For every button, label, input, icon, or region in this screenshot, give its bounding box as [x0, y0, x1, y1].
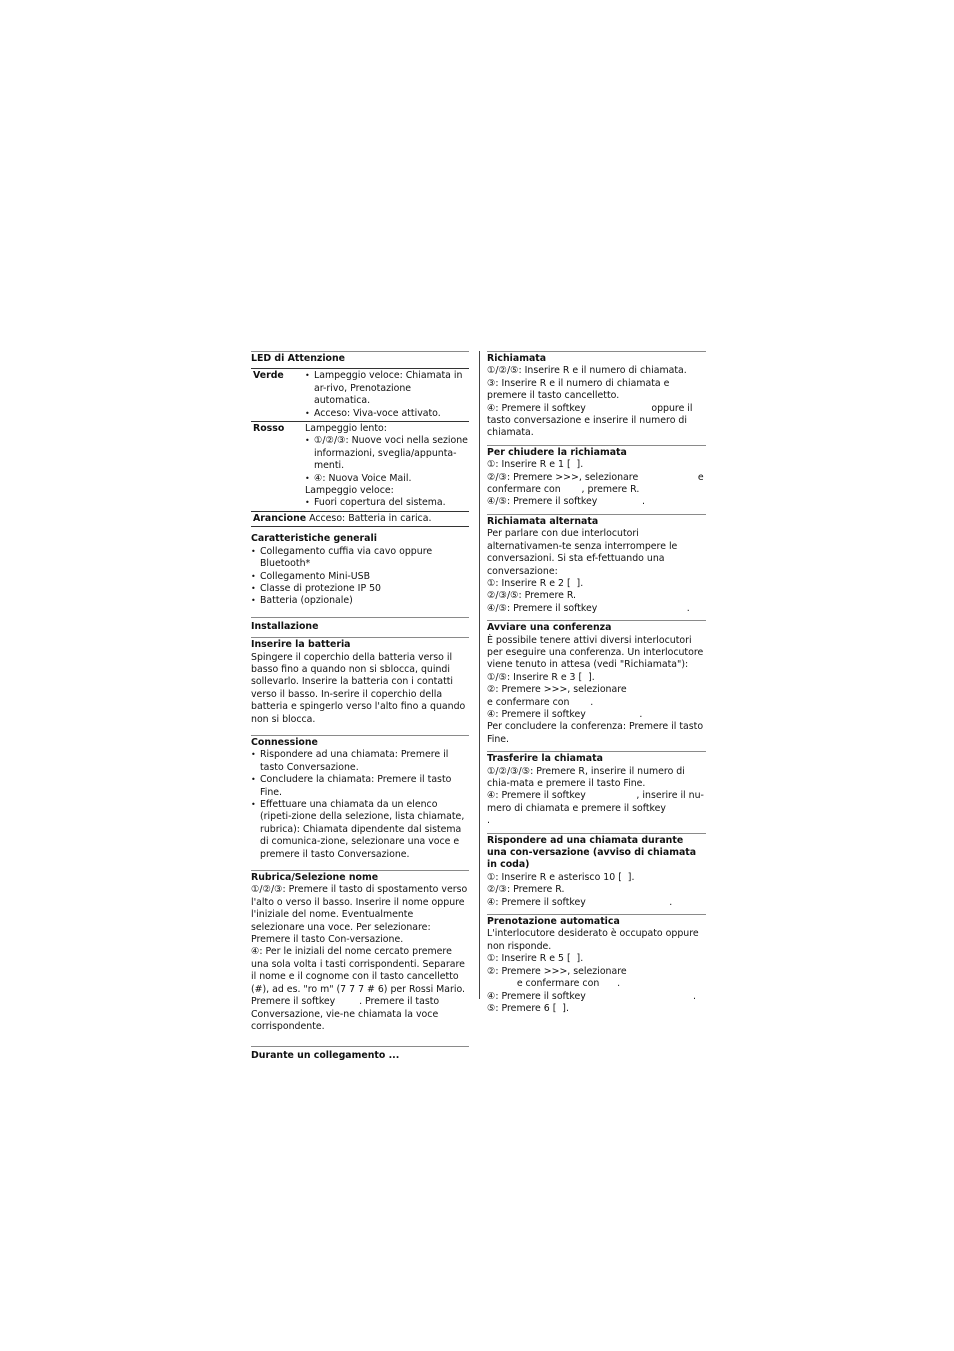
section-line: ⑤: Premere 6 [ ]. — [487, 1002, 569, 1014]
section-line: ①: Inserire R e 2 [ ]. — [487, 577, 584, 589]
section-line: È possibile tenere attivi diversi interlocutori per eseguire una conferenza. Un interlocutore viene tenuto in attesa (vedi "Richiamata"): — [487, 634, 704, 671]
durante-section — [251, 1046, 469, 1062]
section-title: Per chiudere la richiamata — [487, 446, 627, 458]
led-line: Lampeggio lento: — [305, 423, 387, 435]
section-line: ④: Premere il softkey oppure il tasto conversazione e inserire il numero di chiamata. — [487, 402, 696, 439]
rubrica-text: ④: Per le iniziali del nome cercato premere una sola volta i tasti corrispondenti. Separare il nome e il cognome con il tasto cancelletto (#), ad es. "ro m" (7 7 7 # 6) per Rossi Mario. Premere il softkey . Premere il tasto Conversazione, vie-ne chiamata la voce corrispondente. — [251, 946, 469, 1032]
batteria-section — [251, 637, 469, 726]
section-title: Richiamata alternata — [487, 515, 599, 527]
batteria-title: Inserire la batteria — [251, 639, 351, 651]
section-line: e confermare con . — [487, 978, 621, 990]
led-line: • Lampeggio veloce: Chiamata in ar-rivo, Prenotazione automatica. — [305, 370, 469, 407]
section-title: Richiamata — [487, 353, 547, 364]
section-line: L'interlocutore desiderato è occupato oppure non risponde. — [487, 928, 699, 952]
section-line: Per parlare con due interlocutori alternativamen-te senza interrompere le conversazioni. Si sta ef-fettuando una conversazione: — [487, 528, 678, 577]
led-line: • Fuori copertura del sistema. — [305, 497, 469, 509]
left-column — [251, 351, 469, 1063]
prenotazione-section — [487, 914, 706, 1015]
led-row-rosso — [251, 422, 469, 512]
led-row-arancione — [251, 511, 469, 526]
list-item: • Rispondere ad una chiamata: Premere il tasto Conversazione. — [251, 749, 469, 774]
richiamata-alternata-section — [487, 514, 706, 615]
rubrica-title: Rubrica/Selezione nome — [251, 872, 379, 884]
section-line: ②: Premere >>>, selezionare e confermare con . — [487, 684, 702, 708]
section-line: ④/⑤: Premere il softkey . — [487, 602, 690, 614]
caratteristiche-title: Caratteristiche generali — [251, 533, 377, 545]
list-item: • Classe di protezione IP 50 — [251, 583, 469, 595]
section-line: ②: Premere >>>, selezionare — [487, 965, 627, 977]
led-line: Acceso: Batteria in carica. — [309, 512, 432, 524]
installazione-section — [251, 617, 469, 633]
section-line: ②/③: Premere R. — [487, 884, 565, 896]
right-column — [487, 351, 706, 1015]
list-item: • Concludere la chiamata: Premere il tasto Fine. — [251, 774, 469, 799]
led-key: Rosso — [253, 423, 285, 435]
section-line: ④: Premere il softkey . — [487, 990, 697, 1002]
section-line: ②/③/⑤: Premere R. — [487, 590, 577, 602]
section-line: ①: Inserire R e 5 [ ]. — [487, 953, 584, 965]
led-line: • ④: Nuova Voice Mail. — [305, 473, 469, 485]
led-line: Lampeggio veloce: — [305, 485, 394, 497]
section-line: ①/②/③/⑤: Premere R, inserire il numero di chia-mata e premere il tasto Fine. — [487, 765, 685, 789]
richiamata-section — [487, 351, 706, 440]
list-item: • Collegamento Mini-USB — [251, 571, 469, 583]
section-line: ④: Premere il softkey . — [487, 708, 643, 720]
durante-title: Durante un collegamento ... — [251, 1050, 400, 1062]
batteria-text: Spingere il coperchio della batteria verso il basso fino a quando non si sblocca, quindi sollevarlo. Inserire la batteria con i contatti verso il basso. In-serire il coperchio della batteria e spingerlo verso l'alto fino a quando non si blocca. — [251, 651, 466, 725]
led-section — [251, 351, 469, 527]
avviso-chiamata-section — [487, 833, 706, 909]
led-title: LED di Attenzione — [251, 353, 346, 364]
section-line: ④: Premere il softkey , inserire il nu-mero di chiamata e premere il softkey . — [487, 790, 705, 827]
led-table — [251, 368, 469, 527]
section-line: ①: Inserire R e asterisco 10 [ ]. — [487, 871, 635, 883]
installazione-title: Installazione — [251, 620, 319, 632]
section-title: Trasferire la chiamata — [487, 753, 603, 765]
rubrica-section — [251, 870, 469, 1033]
list-item: • Batteria (opzionale) — [251, 595, 469, 607]
chiudere-richiamata-section — [487, 445, 706, 509]
conferenza-section — [487, 620, 706, 746]
led-key: Arancione — [253, 512, 307, 524]
section-line: ①: Inserire R e 1 [ ]. — [487, 459, 584, 471]
section-title: Rispondere ad una chiamata durante una con-versazione (avviso di chiamata in coda) — [487, 834, 697, 871]
led-line: • Acceso: Viva-voce attivato. — [305, 408, 469, 420]
caratteristiche-section — [251, 533, 469, 607]
section-line: ①/②/⑤: Inserire R e il numero di chiamata. — [487, 365, 687, 377]
connessione-title: Connessione — [251, 736, 318, 748]
led-key: Verde — [253, 370, 284, 382]
section-line: Per concludere la conferenza: Premere il tasto Fine. — [487, 721, 704, 745]
list-item: • Effettuare una chiamata da un elenco (ripeti-zione della selezione, lista chiamate, rubrica): Chiamata dipendente dal sistema di comunica-zione, selezionare una voce e premere il tasto Conversazione. — [251, 799, 469, 861]
led-row-verde — [251, 369, 469, 422]
section-title: Prenotazione automatica — [487, 916, 620, 928]
rubrica-text: ①/②/③: Premere il tasto di spostamento verso l'alto o verso il basso. Inserire il nome oppure l'iniziale del nome. Eventualmente selezionare una voce. Per selezionare: Premere il tasto Con-versazione. — [251, 884, 468, 946]
trasferire-section — [487, 751, 706, 827]
section-line: ②/③: Premere >>>, selezionare e confermare con , premere R. — [487, 471, 707, 496]
section-line: ①/⑤: Inserire R e 3 [ ]. — [487, 671, 595, 683]
led-line: • ①/②/③: Nuove voci nella sezione informazioni, sveglia/appunta-menti. — [305, 435, 469, 472]
section-line: ④: Premere il softkey . — [487, 896, 673, 908]
section-line: ③: Inserire R e il numero di chiamata e premere il tasto cancelletto. — [487, 377, 670, 402]
column-divider — [479, 351, 480, 999]
list-item: • Collegamento cuffia via cavo oppure Bluetooth* — [251, 546, 469, 571]
connessione-section — [251, 735, 469, 861]
section-line: ④/⑤: Premere il softkey . — [487, 496, 646, 508]
section-title: Avviare una conferenza — [487, 622, 612, 634]
